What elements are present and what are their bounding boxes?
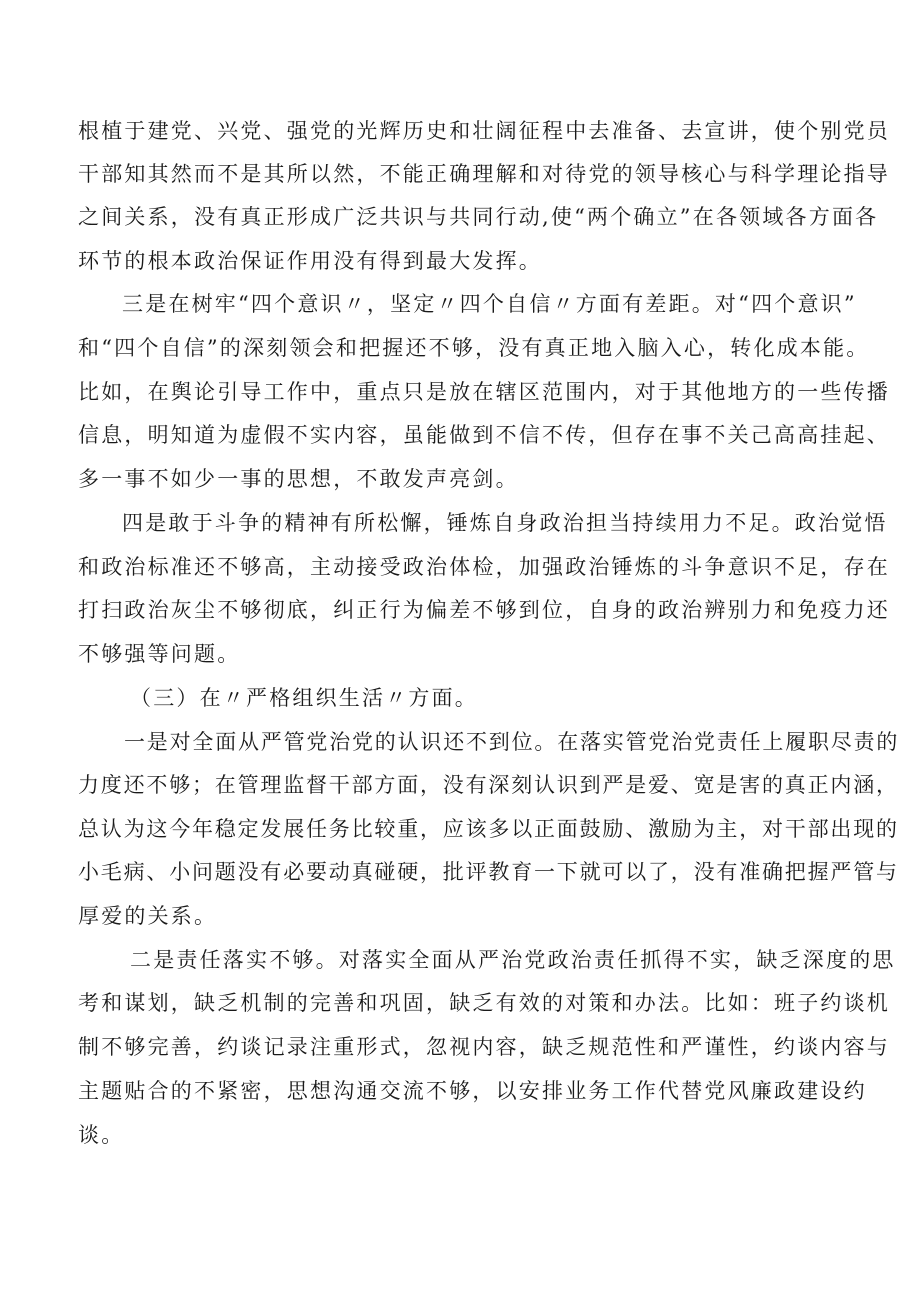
- text-line: 和“四个自信”的深刻领会和把握还不够，没有真正地入脑入心，转化成本能。: [78, 336, 870, 360]
- text-line: 制不够完善，约谈记录注重形式，忽视内容，缺乏规范性和严谨性，约谈内容与: [78, 1035, 890, 1059]
- text-line: 总认为这今年稳定发展任务比较重，应该多以正面鼓励、激励为主，对干部出现的: [78, 817, 899, 841]
- text-line: 三是在树牢“四个意识〃，坚定〃四个自信〃方面有差距。对“四个意识”: [122, 292, 857, 316]
- text-line: 和政治标准还不够高，主动接受政治体检，加强政治锤炼的斗争意识不足，存在: [78, 555, 890, 579]
- text-line: 比如，在舆论引导工作中，重点只是放在辖区范围内，对于其他地方的一些传播: [78, 380, 890, 404]
- section-heading: （三）在〃严格组织生活〃方面。: [130, 686, 478, 710]
- text-line: 谈。: [78, 1123, 125, 1147]
- text-line: 信息，明知道为虚假不实内容，虽能做到不信不传，但存在事不关己高高挂起、: [78, 423, 890, 447]
- text-line: 打扫政治灰尘不够彻底，纠正行为偏差不够到位，自身的政治辨别力和免疫力还: [78, 598, 890, 622]
- text-line: 考和谋划，缺乏机制的完善和巩固，缺乏有效的对策和办法。比如：班子约谈机: [78, 991, 890, 1015]
- text-line: 干部知其然而不是其所以然，不能正确理解和对待党的领导核心与科学理论指导: [78, 162, 890, 186]
- text-line: 力度还不够；在管理监督干部方面，没有深刻认识到严是爱、宽是害的真正内涵，: [78, 773, 899, 797]
- text-line: 根植于建党、兴党、强党的光辉历史和壮阔征程中去准备、去宣讲，使个别党员: [78, 119, 890, 143]
- text-line: 四是敢于斗争的精神有所松懈，锤炼自身政治担当持续用力不足。政治觉悟: [122, 511, 888, 535]
- text-line: 环节的根本政治保证作用没有得到最大发挥。: [78, 249, 542, 273]
- text-line: 多一事不如少一事的思想，不敢发声亮剑。: [78, 467, 519, 491]
- text-line: 主题贴合的不紧密，思想沟通交流不够，以安排业务工作代替党风廉政建设约: [78, 1079, 867, 1103]
- text-line: 一是对全面从严管党治党的认识还不到位。在落实管党治党责任上履职尽责的: [124, 730, 900, 754]
- text-line: 厚爱的关系。: [78, 904, 218, 928]
- text-line: 二是责任落实不够。对落实全面从严治党政治责任抓得不实，缺乏深度的思: [130, 948, 896, 972]
- text-line: 小毛病、小问题没有必要动真碰硬，批评教育一下就可以了，没有准确把握严管与: [78, 860, 899, 884]
- text-line: 之间关系，没有真正形成广泛共识与共同行动,使“两个确立”在各领域各方面各: [78, 205, 879, 229]
- text-line: 不够强等问题。: [78, 642, 241, 666]
